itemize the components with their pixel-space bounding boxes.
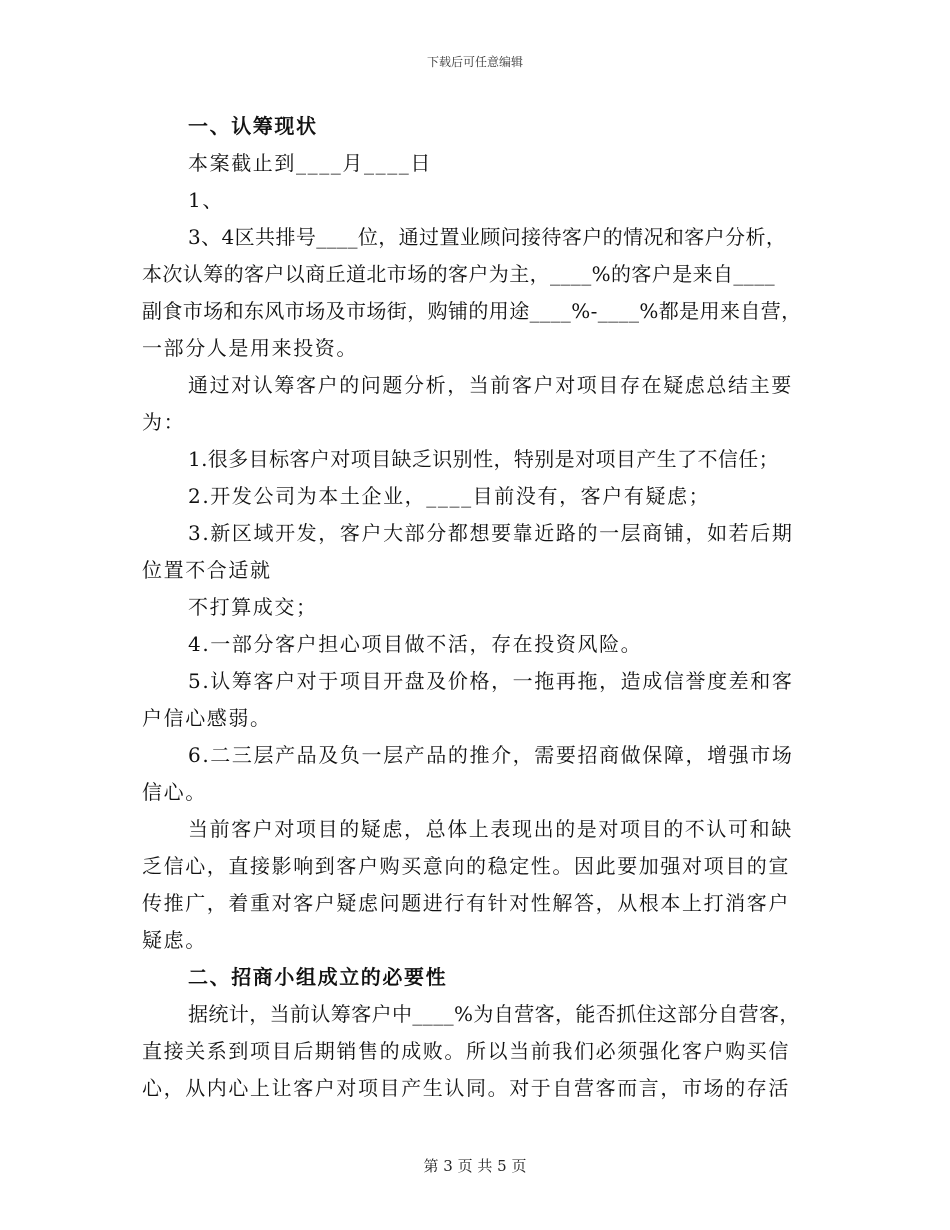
paragraph-line: 本案截止到____月____日 — [188, 151, 432, 175]
document-body — [142, 108, 812, 1107]
paragraph-line: 副食市场和东风市场及市场街，购铺的用途____%-____%都是用来自营， — [142, 299, 802, 323]
page-number: 第 3 页 共 5 页 — [423, 1157, 527, 1175]
paragraph-line: 乏信心，直接影响到客户购买意向的稳定性。因此要加强对项目的宣 — [142, 854, 790, 878]
paragraph-line: 不打算成交； — [188, 595, 318, 619]
paragraph-line: 传推广，着重对客户疑虑问题进行有针对性解答，从根本上打消客户 — [142, 891, 790, 915]
paragraph-line: 4.一部分客户担心项目做不活，存在投资风险。 — [188, 632, 643, 656]
paragraph-line: 直接关系到项目后期销售的成败。所以当前我们必须强化客户购买信 — [142, 1039, 790, 1063]
paragraph-line: 为： — [142, 410, 186, 434]
paragraph-line: 本次认筹的客户以商丘道北市场的客户为主，____%的客户是来自____ — [142, 262, 776, 286]
paragraph-line: 1、 — [188, 188, 224, 212]
paragraph-line: 位置不合适就 — [142, 558, 272, 582]
paragraph-line: 据统计，当前认筹客户中____%为自营客，能否抓住这部分自营客， — [188, 1002, 800, 1026]
paragraph-line: 3.新区域开发，客户大部分都想要靠近路的一层商铺，如若后期 — [188, 521, 794, 545]
section-heading: 一、认筹现状 — [188, 114, 318, 138]
paragraph-line: 一部分人是用来投资。 — [142, 336, 358, 360]
paragraph-line: 通过对认筹客户的问题分析，当前客户对项目存在疑虑总结主要 — [188, 373, 793, 397]
paragraph-line: 1.很多目标客户对项目缺乏识别性，特别是对项目产生了不信任； — [188, 447, 780, 471]
paragraph-line: 心，从内心上让客户对项目产生认同。对于自营客而言，市场的存活 — [142, 1076, 790, 1100]
paragraph-line: 5.认筹客户对于项目开盘及价格，一拖再拖，造成信誉度差和客 — [188, 669, 794, 693]
paragraph-line: 户信心感弱。 — [142, 706, 272, 730]
paragraph-line: 3、4区共排号____位，通过置业顾问接待客户的情况和客户分析， — [188, 225, 787, 249]
paragraph-line: 疑虑。 — [142, 928, 207, 952]
paragraph-line: 信心。 — [142, 780, 207, 804]
paragraph-line: 2.开发公司为本土企业，____目前没有，客户有疑虑； — [188, 484, 711, 508]
header-note: 下载后可任意编辑 — [426, 55, 523, 69]
paragraph-line: 6.二三层产品及负一层产品的推介，需要招商做保障，增强市场 — [188, 743, 794, 767]
section-heading: 二、招商小组成立的必要性 — [188, 965, 448, 989]
paragraph-line: 当前客户对项目的疑虑，总体上表现出的是对项目的不认可和缺 — [188, 817, 793, 841]
